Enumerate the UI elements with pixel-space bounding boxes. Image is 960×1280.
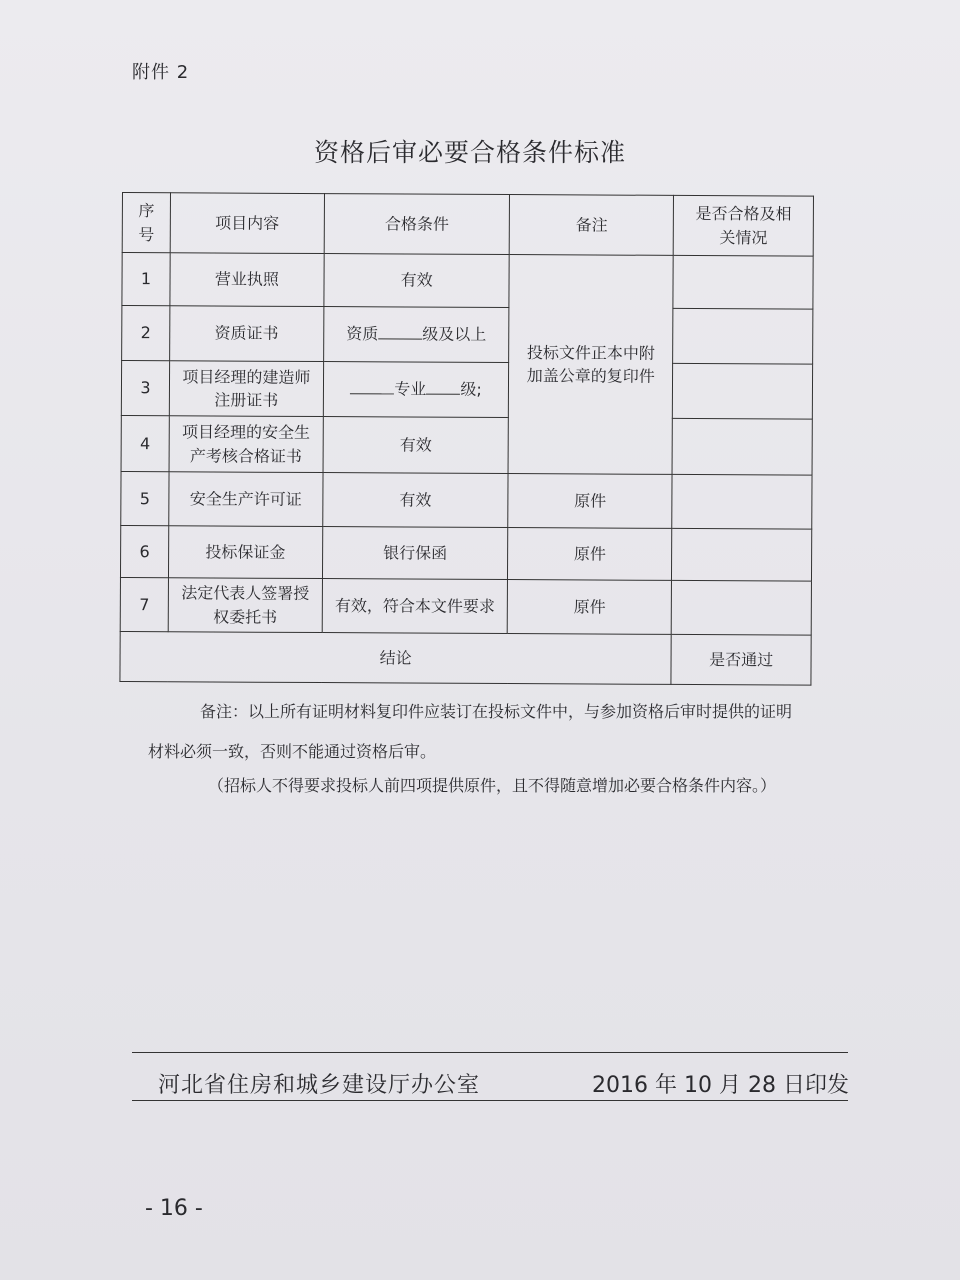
notes-block bbox=[148, 692, 828, 800]
document-title: 资格后审必要合格条件标准 bbox=[313, 138, 626, 167]
row-qualified bbox=[671, 580, 811, 635]
fill-blank bbox=[378, 325, 422, 340]
row-remark: 原件 bbox=[508, 528, 672, 581]
table-row bbox=[121, 415, 812, 475]
row-item: 资质证书 bbox=[170, 306, 324, 362]
condition-prefix: 资质 bbox=[346, 324, 379, 344]
note-line-3: （招标人不得要求投标人前四项提供原件，且不得随意增加必要合格条件内容。） bbox=[208, 776, 777, 795]
conclusion-value: 是否通过 bbox=[671, 634, 811, 685]
footer-rule-bottom bbox=[132, 1100, 848, 1101]
condition-suffix: 级; bbox=[460, 380, 482, 400]
row-seq: 4 bbox=[121, 415, 169, 471]
condition-suffix: 级及以上 bbox=[422, 324, 487, 345]
row-condition: 有效，符合本文件要求 bbox=[322, 579, 508, 634]
condition-middle: 专业 bbox=[394, 379, 427, 400]
row-item: 法定代表人签署授权委托书 bbox=[168, 578, 322, 633]
row-condition bbox=[323, 362, 509, 418]
row-item: 营业执照 bbox=[170, 253, 324, 307]
row-condition: 有效 bbox=[323, 417, 509, 474]
issued-date: 2016 年 10 月 28 日印发 bbox=[592, 1073, 849, 1098]
row-seq: 3 bbox=[121, 361, 169, 416]
row-qualified bbox=[672, 474, 812, 529]
row-item: 项目经理的建造师注册证书 bbox=[169, 361, 323, 417]
row-qualified bbox=[672, 363, 812, 419]
row-remark: 原件 bbox=[508, 474, 672, 529]
row-condition: 银行保函 bbox=[322, 527, 508, 580]
row-item: 项目经理的安全生产考核合格证书 bbox=[169, 416, 323, 473]
row-qualified bbox=[672, 418, 812, 475]
header-seq: 序号 bbox=[122, 193, 170, 253]
row-condition: 有效 bbox=[322, 473, 508, 528]
row-remark: 原件 bbox=[508, 580, 672, 635]
footer-rule-top bbox=[132, 1052, 848, 1053]
row-qualified bbox=[672, 528, 812, 581]
row-seq: 1 bbox=[122, 253, 170, 306]
row-qualified bbox=[673, 255, 813, 309]
row-qualified bbox=[673, 308, 813, 364]
table-row bbox=[122, 253, 813, 310]
note-line-1: 备注：以上所有证明材料复印件应装订在投标文件中，与参加资格后审时提供的证明 bbox=[200, 702, 793, 721]
row-item: 投标保证金 bbox=[168, 526, 322, 579]
table-header-row bbox=[122, 193, 813, 257]
note-line-2: 材料必须一致，否则不能通过资格后审。 bbox=[148, 742, 437, 761]
row-seq: 2 bbox=[122, 306, 170, 361]
table-row bbox=[122, 306, 813, 365]
conclusion-row bbox=[120, 631, 811, 685]
merged-remark: 投标文件正本中附加盖公章的复印件 bbox=[508, 255, 673, 475]
conclusion-label: 结论 bbox=[120, 631, 671, 684]
row-seq: 6 bbox=[120, 525, 168, 577]
row-condition: 有效 bbox=[324, 254, 510, 308]
fill-blank bbox=[350, 380, 394, 395]
table-row bbox=[121, 361, 812, 420]
header-remark: 备注 bbox=[510, 195, 674, 256]
issuer-name: 河北省住房和城乡建设厅办公室 bbox=[158, 1073, 481, 1098]
row-item: 安全生产许可证 bbox=[169, 472, 323, 527]
header-condition: 合格条件 bbox=[324, 194, 510, 255]
table-row bbox=[120, 577, 811, 635]
table-row bbox=[120, 525, 811, 581]
standards-table bbox=[119, 192, 814, 686]
header-item: 项目内容 bbox=[170, 193, 324, 254]
page-number: - 16 - bbox=[145, 1196, 203, 1221]
fill-blank bbox=[426, 380, 460, 395]
row-seq: 7 bbox=[120, 577, 168, 631]
table-row bbox=[121, 471, 812, 529]
attachment-label: 附件 2 bbox=[132, 62, 190, 83]
header-qualified: 是否合格及相关情况 bbox=[673, 195, 813, 256]
row-seq: 5 bbox=[121, 471, 169, 525]
row-condition bbox=[323, 307, 509, 363]
